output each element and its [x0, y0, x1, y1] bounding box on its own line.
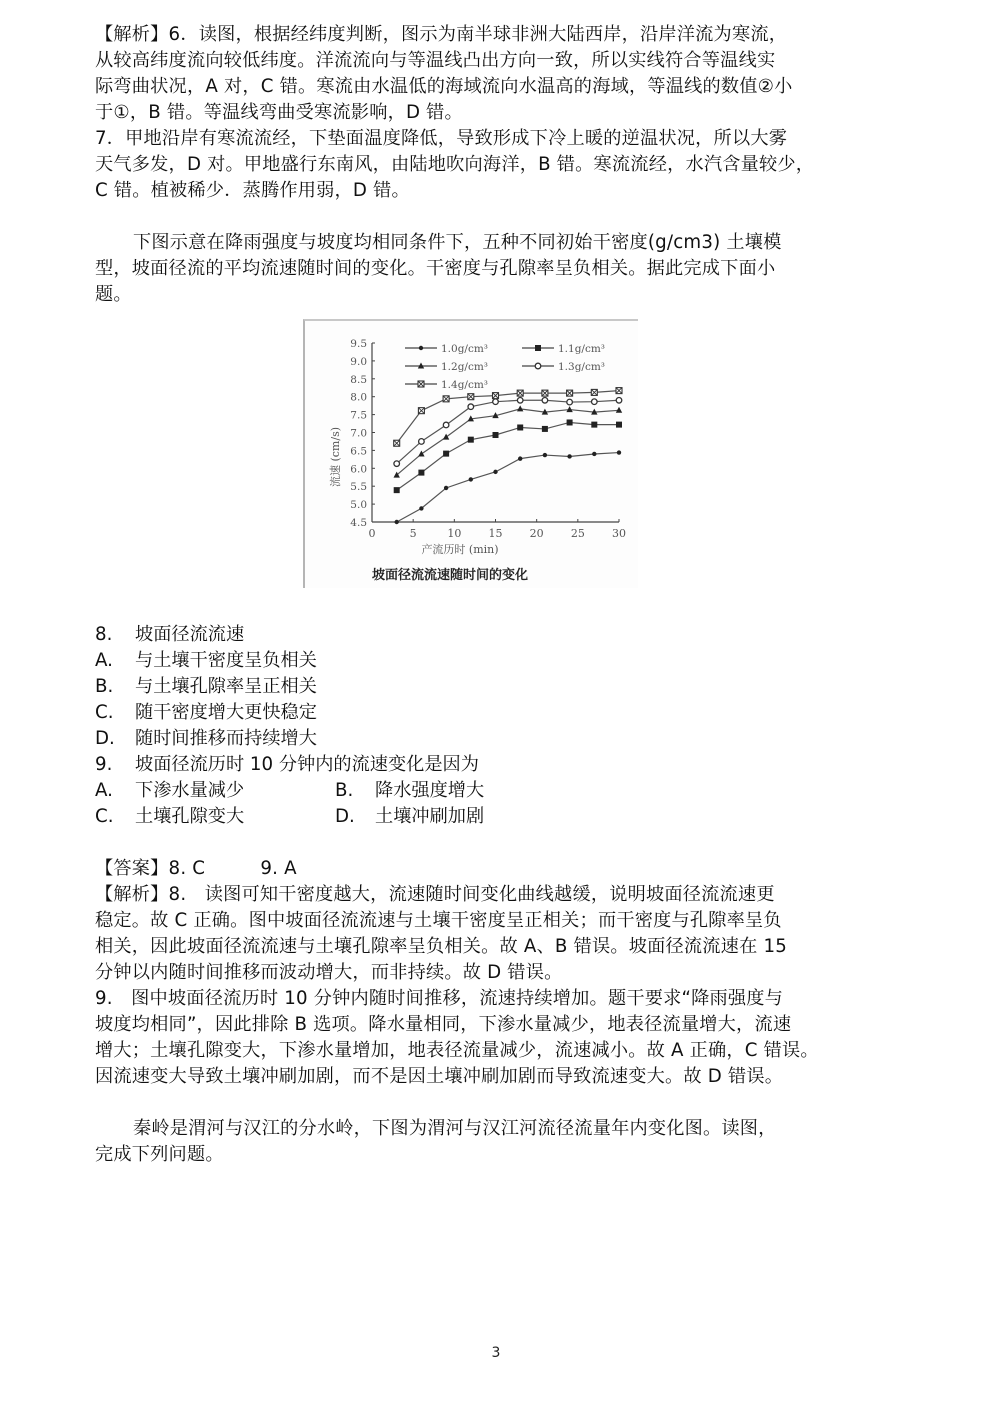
- text-line: 际弯曲状况，A 对，C 错。寒流由水温低的海域流向水温高的海域，等温线的数值②小: [95, 76, 793, 97]
- question-8: [95, 622, 244, 648]
- option-text: 下渗水量减少: [135, 780, 245, 801]
- option-label: D.: [335, 806, 355, 827]
- x-tick-label: 15: [488, 527, 503, 540]
- series-1-2: [394, 405, 623, 477]
- marker-triangle: [616, 407, 622, 413]
- text-line: 分钟以内随时间推移而波动增大，而非持续。故 D 错误。: [95, 962, 563, 983]
- legend-label: 1.0g/cm³: [441, 343, 489, 355]
- intro-8-9: [95, 230, 845, 308]
- marker-square: [517, 424, 523, 430]
- marker-dot: [617, 450, 621, 454]
- legend-label: 1.2g/cm³: [441, 361, 489, 373]
- series-line: [397, 453, 619, 522]
- marker-square: [616, 422, 622, 428]
- y-tick-label: 7.5: [350, 409, 367, 422]
- x-tick-label: 30: [612, 527, 626, 540]
- x-tick-label: 5: [409, 527, 417, 540]
- legend-item: [405, 379, 488, 391]
- analysis-6-7: [95, 22, 845, 204]
- option-label: C.: [95, 806, 114, 827]
- question-number: 8.: [95, 624, 113, 645]
- y-tick-label: 5.5: [350, 481, 367, 494]
- marker-square: [591, 422, 597, 428]
- series-line: [397, 422, 619, 490]
- marker-circle: [616, 397, 622, 403]
- marker-circle: [493, 399, 499, 405]
- option-label: C.: [95, 702, 114, 723]
- legend-item: [405, 343, 488, 355]
- legend-label: 1.1g/cm³: [558, 343, 606, 355]
- x-tick-label: 0: [368, 527, 376, 540]
- option-label: B.: [95, 676, 114, 697]
- series-1-1: [394, 419, 622, 493]
- option-label: B.: [335, 780, 354, 801]
- question-number: 9.: [95, 754, 113, 775]
- x-tick-label: 20: [529, 527, 544, 540]
- option-text: 与土壤干密度呈负相关: [135, 650, 317, 671]
- option-label: A.: [95, 780, 113, 801]
- marker-circle: [535, 363, 541, 369]
- question-stem: 坡面径流流速: [135, 624, 245, 645]
- option-text: 随时间推移而持续增大: [135, 728, 317, 749]
- marker-dot: [419, 506, 423, 510]
- text-line: 9. 图中坡面径流历时 10 分钟内随时间推移，流速持续增加。题干要求“降雨强度与: [95, 988, 784, 1009]
- q9-option-d[interactable]: [335, 804, 484, 830]
- text-line: 坡度均相同”，因此排除 B 选项。降水量相同，下渗水量减少，地表径流量增大，流速: [95, 1014, 792, 1035]
- marker-dot: [592, 452, 596, 456]
- chart-legend: [405, 343, 605, 391]
- q8-option-a[interactable]: [95, 648, 317, 674]
- marker-square: [443, 451, 449, 457]
- text-line: 【解析】8. 读图可知干密度越大，流速随时间变化曲线越缓，说明坡面径流流速更: [95, 884, 775, 905]
- y-tick-label: 8.5: [350, 373, 367, 386]
- question-9: [95, 752, 479, 778]
- y-tick-label: 9.5: [350, 338, 367, 350]
- marker-dot: [419, 346, 423, 350]
- text-line: 7．甲地沿岸有寒流流经，下垫面温度降低，导致形成下冷上暖的逆温状况，所以大雾: [95, 128, 788, 149]
- marker-circle: [592, 399, 598, 405]
- y-axis-label: 流速 (cm/s): [329, 426, 342, 488]
- text-line: 稳定。故 C 正确。图中坡面径流流速与土壤干密度呈正相关；而干密度与孔隙率呈负: [95, 910, 782, 931]
- marker-triangle: [418, 450, 424, 456]
- q9-option-a[interactable]: [95, 778, 244, 804]
- q8-option-c[interactable]: [95, 700, 317, 726]
- text-line: 秦岭是渭河与汉江的分水岭，下图为渭河与汉江河流径流量年内变化图。读图，: [133, 1118, 777, 1139]
- y-tick-label: 7.0: [350, 427, 367, 440]
- legend-item: [522, 361, 605, 373]
- y-tick-label: 8.0: [350, 391, 367, 404]
- marker-circle: [443, 422, 449, 428]
- marker-circle: [468, 404, 474, 410]
- chart-plot-area: [394, 388, 623, 525]
- chart-title: 坡面径流流速随时间的变化: [371, 568, 529, 583]
- x-tick-label: 10: [447, 527, 462, 540]
- marker-square: [535, 345, 541, 351]
- text-line: 完成下列问题。: [95, 1144, 224, 1165]
- legend-label: 1.3g/cm³: [558, 361, 606, 373]
- option-text: 土壤孔隙变大: [135, 806, 245, 827]
- question-stem: 坡面径流历时 10 分钟内的流速变化是因为: [135, 754, 479, 775]
- page-number: 3: [491, 1345, 501, 1361]
- text-line: 因流速变大导致土壤冲刷加剧，而不是因土壤冲刷加剧而导致流速变大。故 D 错误。: [95, 1066, 784, 1087]
- marker-dot: [493, 470, 497, 474]
- text-line: 于①，B 错。等温线弯曲受寒流影响，D 错。: [95, 102, 463, 123]
- text-line: C 错。植被稀少．蒸腾作用弱，D 错。: [95, 180, 410, 201]
- marker-square: [567, 419, 573, 425]
- q8-option-b[interactable]: [95, 674, 317, 700]
- marker-triangle: [566, 406, 572, 412]
- marker-triangle: [517, 405, 523, 411]
- option-text: 与土壤孔隙率呈正相关: [135, 676, 317, 697]
- marker-circle: [419, 439, 425, 445]
- text-line: 从较高纬度流向较低纬度。洋流流向与等温线凸出方向一致，所以实线符合等温线实: [95, 50, 776, 71]
- intro-next-question: [95, 1116, 845, 1168]
- marker-dot: [444, 486, 448, 490]
- series-line: [397, 400, 619, 463]
- text-line: 题。: [95, 284, 132, 305]
- marker-triangle: [443, 434, 449, 440]
- q9-option-c[interactable]: [95, 804, 244, 830]
- marker-circle: [394, 461, 400, 467]
- text-line: 相关，因此坡面径流流速与土壤孔隙率呈负相关。故 A、B 错误。坡面径流流速在 15: [95, 936, 787, 957]
- y-tick-label: 6.0: [350, 463, 367, 476]
- option-text: 降水强度增大: [375, 780, 485, 801]
- option-label: D.: [95, 728, 115, 749]
- y-tick-label: 5.0: [350, 499, 367, 512]
- series-1-0: [395, 450, 622, 524]
- marker-circle: [517, 397, 523, 403]
- legend-label: 1.4g/cm³: [441, 379, 489, 391]
- option-label: A.: [95, 650, 113, 671]
- marker-square: [418, 470, 424, 476]
- marker-circle: [542, 397, 548, 403]
- answer-analysis-8-9: [95, 856, 845, 1090]
- q9-option-b[interactable]: [335, 778, 484, 804]
- text-line: 下图示意在降雨强度与坡度均相同条件下，五种不同初始干密度(g/cm3) 土壤模: [133, 232, 782, 253]
- marker-square: [468, 437, 474, 443]
- option-text: 土壤冲刷加剧: [375, 806, 485, 827]
- marker-circle: [567, 399, 573, 405]
- x-tick-label: 25: [570, 527, 585, 540]
- y-tick-label: 9.0: [350, 355, 367, 368]
- y-tick-label: 4.5: [350, 517, 367, 529]
- marker-dot: [518, 456, 522, 460]
- option-text: 随干密度增大更快稳定: [135, 702, 317, 723]
- marker-dot: [395, 520, 399, 524]
- velocity-chart-figure: [303, 319, 638, 588]
- legend-item: [522, 343, 605, 355]
- marker-dot: [543, 453, 547, 457]
- text-line: 【解析】6．读图，根据经纬度判断，图示为南半球非洲大陆西岸，沿岸洋流为寒流，: [95, 24, 788, 45]
- marker-square: [493, 432, 499, 438]
- text-line: 型，坡面径流的平均流速随时间的变化。干密度与孔隙率呈负相关。据此完成下面小: [95, 258, 776, 279]
- answer-line: 【答案】8. C 9. A: [95, 858, 297, 879]
- marker-square: [394, 487, 400, 493]
- marker-square: [542, 426, 548, 432]
- marker-dot: [567, 454, 571, 458]
- y-tick-label: 6.5: [350, 445, 367, 458]
- text-line: 增大；土壤孔隙变大，下渗水量增加，地表径流量减少，流速减小。故 A 正确，C 错误。: [95, 1040, 819, 1061]
- velocity-chart: [305, 321, 638, 588]
- x-axis-label: 产流历时 (min): [421, 543, 499, 556]
- text-line: 天气多发，D 对。甲地盛行东南风，由陆地吹向海洋，B 错。寒流流经，水汽含量较少，: [95, 154, 815, 175]
- marker-dot: [469, 477, 473, 481]
- legend-item: [405, 361, 488, 373]
- q8-option-d[interactable]: [95, 726, 317, 752]
